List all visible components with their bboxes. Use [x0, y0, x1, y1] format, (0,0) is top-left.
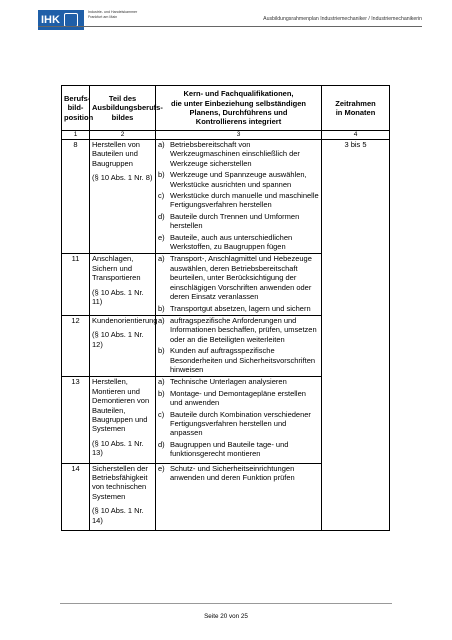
item-text: Schutz- und Sicherheitseinrichtungen anwenden und deren Funktion prüfen — [170, 463, 295, 482]
paragraph-reference: (§ 10 Abs. 1 Nr. 14) — [92, 506, 144, 525]
item-letter: e) — [158, 463, 165, 473]
berufsbild-cell — [90, 254, 156, 315]
header-qualifikationen: Kern- und Fachqualifikationen, die unter Einbeziehung selbständigen Planens, Durchführens und Kontrollierens integriert — [156, 86, 322, 131]
item-text: Transport-, Anschlagmittel und Hebezeuge auswählen, deren Betriebsbereitschaft beurteilen, unter Berücksichtigung der einschlägigen Vorschriften anwenden oder deren Einsatz veranlassen — [170, 254, 312, 302]
list-item — [158, 170, 319, 189]
header-divider — [38, 26, 422, 27]
item-text: Bauteile durch Trennen und Umformen herstellen — [170, 211, 300, 231]
berufsbild-title: Herstellen, Montieren und Demontieren von Bauteilen, Baugruppen und Systemen — [92, 377, 150, 434]
item-letter: a) — [158, 140, 165, 149]
item-letter: b) — [158, 346, 165, 356]
list-item — [158, 212, 319, 231]
item-text: Bauteile durch Kombination verschiedener Fertigungsverfahren herstellen und anpassen — [170, 409, 311, 438]
page-number: Seite 20 von 25 — [204, 613, 248, 620]
paragraph-reference: (§ 10 Abs. 1 Nr. 11) — [92, 287, 144, 307]
berufsbild-title: Anschlagen, Sichern und Transportieren — [92, 254, 141, 283]
item-letter: a) — [158, 315, 165, 325]
header-teil-des-berufsbildes: Teil des Ausbildungsberufs- bildes — [90, 86, 156, 131]
qualifikationen-cell — [156, 254, 322, 315]
berufsbild-cell — [90, 315, 156, 376]
footer-divider — [60, 603, 392, 604]
berufsbild-cell — [90, 140, 156, 254]
list-item — [158, 304, 319, 313]
list-item — [158, 410, 319, 438]
column-number: 3 — [156, 131, 322, 140]
list-item — [158, 233, 319, 252]
item-text: Kunden auf auftragsspezifische Besonderheiten und Sicherheitsvorschriften hinweisen — [170, 346, 316, 374]
column-number: 1 — [62, 131, 90, 140]
qualifikationen-cell — [156, 315, 322, 376]
qualifikationen-cell — [156, 463, 322, 530]
item-letter: c) — [158, 409, 165, 419]
logo-line2: Frankfurt am Main — [88, 15, 118, 19]
item-letter: a) — [158, 377, 165, 387]
item-text: Transportgut absetzen, lagern und sichern — [170, 303, 311, 313]
item-letter: c) — [158, 191, 165, 201]
list-item — [158, 440, 319, 459]
position-number: 11 — [62, 254, 90, 315]
list-item — [158, 389, 319, 408]
item-letter: b) — [158, 303, 165, 313]
document-title: Ausbildungsrahmenplan Industriemechaniker / Industriemechanikerin — [263, 16, 422, 22]
qualifikationen-cell — [156, 140, 322, 254]
item-text: Technische Unterlagen analysieren — [170, 377, 287, 387]
list-item — [158, 316, 319, 344]
item-letter: a) — [158, 254, 165, 264]
berufsbild-title: Herstellen von Bauteilen und Baugruppen — [92, 140, 140, 168]
item-text: Betriebsbereitschaft von Werkzeugmaschinen einschließlich der Werkzeuge sicherstellen — [170, 140, 300, 168]
item-letter: b) — [158, 388, 165, 398]
berufsbild-cell — [90, 377, 156, 463]
paragraph-reference: (§ 10 Abs. 1 Nr. 13) — [92, 438, 144, 458]
ihk-logo — [38, 10, 137, 30]
list-item — [158, 346, 319, 374]
qualifikationen-cell — [156, 377, 322, 463]
item-text: Werkzeuge und Spannzeuge auswählen, Werkstücke ausrichten und spannen — [170, 170, 307, 189]
header-zeitrahmen: Zeitrahmen in Monaten — [322, 86, 390, 131]
berufsbild-cell — [90, 463, 156, 530]
logo-line1: Industrie- und Handelskammer — [88, 10, 138, 14]
item-text: Werkstücke durch manuelle und maschinelle Fertigungsverfahren herstellen — [170, 191, 319, 210]
position-number: 8 — [62, 140, 90, 254]
list-item — [158, 191, 319, 210]
paragraph-reference: (§ 10 Abs. 1 Nr. 12) — [92, 330, 144, 349]
item-text: Bauteile, auch aus unterschiedlichen Werkstoffen, zu Baugruppen fügen — [170, 232, 293, 252]
position-number: 14 — [62, 463, 90, 530]
item-letter: e) — [158, 232, 165, 242]
position-number: 13 — [62, 377, 90, 463]
item-letter: d) — [158, 439, 165, 449]
berufsbild-title: Sicherstellen der Betriebsfähigkeit von technischen Systemen — [92, 463, 148, 501]
table-row — [62, 140, 390, 254]
eagle-icon — [64, 13, 78, 27]
logo-text — [88, 10, 137, 20]
header-berufsbildposition: Berufs- bild- position — [62, 86, 90, 131]
item-letter: b) — [158, 170, 165, 180]
column-number: 2 — [90, 131, 156, 140]
berufsbild-title: Kundenorientierung — [92, 315, 158, 325]
list-item — [158, 377, 319, 386]
column-number: 4 — [322, 131, 390, 140]
paragraph-reference: (§ 10 Abs. 1 Nr. 8) — [92, 173, 153, 183]
list-item — [158, 140, 319, 168]
position-number: 12 — [62, 315, 90, 376]
logo-abbr: IHK — [41, 14, 60, 26]
list-item — [158, 464, 319, 483]
ausbildungsrahmenplan-table — [61, 85, 390, 531]
item-letter: d) — [158, 211, 165, 221]
logo-badge — [38, 10, 84, 30]
list-item — [158, 254, 319, 301]
zeitrahmen-cell: 3 bis 5 — [322, 140, 390, 531]
item-text: auftragspezifische Anforderungen und Informationen beschaffen, prüfen, umsetzen oder an die Beteiligten weiterleiten — [170, 315, 317, 344]
item-text: Baugruppen und Bauteile tage- und funktionsgerecht montieren — [170, 439, 289, 459]
item-text: Montage- und Demontagepläne erstellen und anwenden — [170, 388, 306, 408]
